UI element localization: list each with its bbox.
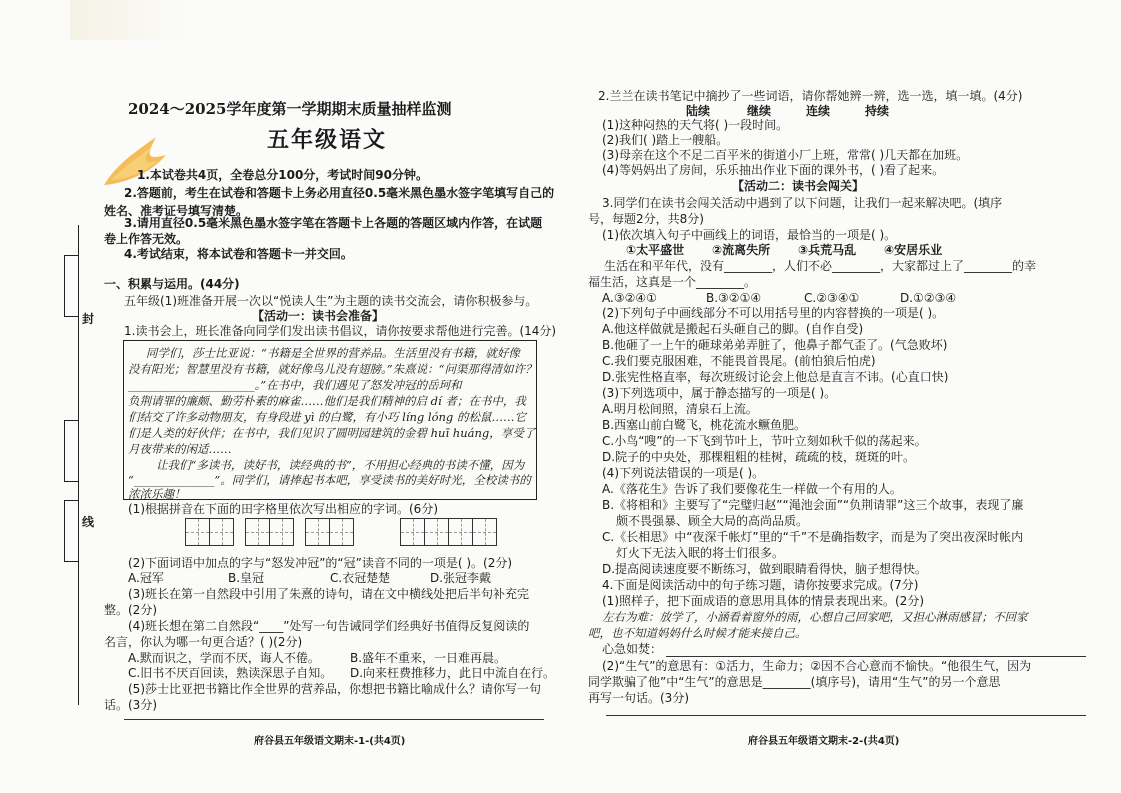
right-page [566,0,1121,793]
q3-2-option-c: C.我们要克服困难，不能畏首畏尾。(前怕狼后怕虎) [602,354,876,368]
q3-4-option-b: B.《将相和》主要写了“完璧归赵”“渑池会面”“负荆请罪”这三个故事，表现了廉 [602,498,1024,512]
passage-line: 月夜带来的闲适…… [128,442,232,456]
q3-4-option-c: C.《长相思》中“夜深千帐灯”里的“千”不是确指数字，而是为了突出夜深时帐内 [602,530,1024,544]
q3-1-sentence: 生活在和平年代，没有________，人们不必________，大家都过上了________的幸 [604,259,1037,273]
q2-stem: 2.兰兰在读书笔记中摘抄了一些词语，请你帮她辨一辨，选一选，填一填。(4分) [598,89,1023,103]
footer-rule [124,719,544,720]
binding-bracket [64,420,79,482]
passage-line: ______________________。”在书中，我们遇见了怒发冲冠的岳珂和 [128,378,462,392]
q3-stem-b: 号，每题2分，共8分) [588,212,704,226]
q4-1: (1)照样子，把下面成语的意思用具体的情景表现出来。(2分) [602,594,924,608]
q3-3-option-c: C.小鸟“嗖”的一下飞到节叶上，节叶立刻如秋千似的荡起来。 [602,434,927,448]
q4-1-example-b: 吧，也不知道妈妈什么时候才能来接自己。 [588,626,807,640]
q1-4-option-c: C.旧书不厌百回读，熟读深思子自知。 [128,666,333,680]
q2-word: 继续 [747,104,772,118]
left-page [0,0,560,793]
q2-4: (4)等妈妈出了房间，乐乐抽出作业下面的课外书，( )看了起来。 [602,163,945,177]
q3-3-option-a: A.明月松间照，清泉石上流。 [602,402,758,416]
q3-1-word: ②流离失所 [712,243,771,257]
q3-3: (3)下列选项中，属于静态描写的一项是( )。 [602,386,837,400]
activity2-title: 【活动二：读书会闯关】 [732,179,865,193]
q2-3: (3)母亲在这个不足二百平米的街道小厂上班，常常( )几天都在加班。 [602,148,969,162]
note-2: 2.答题前，考生在试卷和答题卡上务必用直径0.5毫米黑色墨水签字笔填写自己的 [124,186,555,200]
section1-title: 一、积累与运用。(44分) [104,277,240,291]
q4-1-example: 左右为难：放学了，小涵看着窗外的雨，心想自己回家吧，又担心淋雨感冒；不回家 [602,610,1028,624]
q1-2-option-d: D.张冠李戴 [430,571,492,585]
q3-4-option-d: D.提高阅读速度要不断练习，做到眼睛看得快，脑子想得快。 [602,562,928,576]
q3-3-option-d: D.院子的中央处，那棵粗粗的桂树，疏疏的枝，斑斑的叶。 [602,450,916,464]
q3-stem: 3.同学们在读书会闯关活动中遇到了以下问题，让我们一起来解决吧。(填序 [602,196,1003,210]
q4-2: (2)“生气”的意思有：①活力，生命力；②因不合心意而不愉快。“他很生气，因为 [602,659,1032,673]
passage-line: 让我们“多读书，读好书，读经典的书”，不用担心经典的书读不懂，因为 [156,458,525,472]
q1-stem: 1.读书会上，班长准备向同学们发出读书倡议，请你按要求帮他进行完善。(14分) [124,324,557,338]
footer-right: 府谷县五年级语文期末-2-(共4页) [748,736,900,747]
q3-1-word: ④安居乐业 [884,243,943,257]
q1-4b: 名言，你认为哪一句更合适？( )(2分) [104,635,303,649]
q4-2-b: 同学欺骗了他”中“生气”的意思是________(填序号)，请用“生气”的另一个意思 [588,675,1001,689]
q1-4-option-a: A.默而识之，学而不厌，诲人不倦。 [128,651,320,665]
q4-1-task: 心急如焚： [602,642,663,656]
q1-1: (1)根据拼音在下面的田字格里依次写出相应的字词。(6分) [128,502,438,516]
header-title: 2024～2025学年度第一学期期末质量抽样监测 [128,100,452,118]
q3-1: (1)依次填入句子中画线上的词语，最恰当的一项是( )。 [602,228,897,242]
q1-2-option-c: C.衣冠楚楚 [330,571,391,585]
q3-1-word: ③兵荒马乱 [798,243,857,257]
q1-4-option-d: D.向来枉费推移力，此日中流自在行。 [350,666,556,680]
footer-rule [606,715,1086,716]
activity1-title: 【活动一：读书会准备】 [252,309,385,323]
q2-word: 持续 [865,104,890,118]
q3-2: (2)下列句子中画线部分不可以用括号里的内容替换的一项是( )。 [602,306,945,320]
q4-2-c: 再写一句话。(3分) [588,691,689,705]
q3-1-option-d: D.①②③④ [900,291,957,305]
q1-2-option-a: A.冠军 [128,571,164,585]
note-3: 3.请用直径0.5毫米黑色墨水签字笔在答题卡上各题的答题区域内作答，在试题 [124,216,543,230]
q1-2: (2)下面词语中加点的字与“怒发冲冠”的“冠”读音不同的一项是( )。(2分) [128,556,513,570]
q3-2-option-d: D.张宪性格直率，每次班级讨论会上他总是直言不讳。(心直口快) [602,370,949,384]
q3-1-option-a: A.③②④① [602,291,657,305]
q3-4-option-c-cont: 灯火下无法入眠的将士们很多。 [616,546,785,560]
q1-2-option-b: B.皇冠 [228,571,265,585]
binding-bracket [64,500,79,562]
passage-line: “______________”。同学们，请捧起书本吧，享受读书的美好时光，全校读书的 [128,473,531,487]
q2-2: (2)我们( )踏上一艘船。 [602,133,729,147]
q3-1-word: ①太平盛世 [626,243,685,257]
q2-word: 陆续 [686,104,711,118]
q3-1-sentence-b: 福生活，这真是一个________。 [588,275,757,289]
q3-4: (4)下列说法错误的一项是( )。 [602,466,765,480]
subject-title: 五年级语文 [267,127,388,153]
note-3b: 卷上作答无效。 [104,232,189,246]
q3-4-option-b-cont: 颇不畏强暴、顾全大局的高尚品质。 [616,514,809,528]
q4-stem: 4.下面是阅读活动中的句子练习题，请你按要求完成。(7分) [602,578,919,592]
q3-1-option-b: B.③②①④ [706,291,762,305]
passage-line: 浓浓乐趣！ [128,487,186,501]
note-2b: 姓名、准考证号填写清楚。 [104,204,249,218]
note-4: 4.考试结束，将本试卷和答题卡一并交回。 [124,247,353,261]
q3-1-option-c: C.②③④① [804,291,860,305]
passage-line: 们是人类的好伙伴；在书中，我们见识了圆明园建筑的金碧 huī huáng，享受了 [128,426,536,440]
q1-5b: 话。(3分) [104,698,157,712]
passage-line: 负荆请罪的廉颇、勤劳朴素的麻雀……他们是我们精神的启 dí 者；在书中，我 [128,394,526,408]
margin-label-seal: 封 [82,312,95,326]
q1-5: (5)莎士比亚把书籍比作全世界的营养品，你想把书籍比喻成什么？请你写一句 [128,682,542,696]
q2-1: (1)这种闷热的天气将( )一段时间。 [602,118,789,132]
intro-text: 五年级(1)班准备开展一次以“悦读人生”为主题的读书交流会，请你积极参与。 [124,294,538,308]
answer-line[interactable] [666,656,1086,657]
margin-label-line: 线 [82,515,95,529]
q3-3-option-b: B.西塞山前白鹭飞，桃花流水鳜鱼肥。 [602,418,807,432]
q1-4-option-b: B.盛年不重来，一日难再晨。 [350,651,507,665]
q3-2-option-a: A.他这样做就是搬起石头砸自己的脚。(自作自受) [602,322,864,336]
passage-line: 们结交了许多动物朋友，有身段进 yì 的白鹭，有小巧 líng lóng 的松鼠……它 [128,410,526,424]
note-1: 1.本试卷共4页，全卷总分100分，考试时间90分钟。 [137,168,429,182]
flame-logo-icon [96,125,176,195]
binding-bracket [64,255,79,317]
q1-4: (4)班长想在第二自然段“____”处写一句告诫同学们经典好书值得反复阅读的 [128,619,530,633]
passage-line: 同学们，莎士比亚说：“书籍是全世界的营养品。生活里没有书籍，就好像 [146,346,520,360]
q2-word: 连续 [806,104,831,118]
footer-left: 府谷县五年级语文期末-1-(共4页) [254,736,406,747]
q1-3: (3)班长在第一自然段中引用了朱熹的诗句，请在文中横线处把后半句补充完 [128,587,530,601]
passage-line: 没有阳光；智慧里没有书籍，就好像鸟儿没有翅膀。”朱熹说：“问渠那得清如许？ [128,362,537,376]
q1-3b: 整。(2分) [104,603,157,617]
q3-4-option-a: A.《落花生》告诉了我们要像花生一样做一个有用的人。 [602,482,902,496]
q3-2-option-b: B.他砸了一上午的砸球弟弟弄脏了，他鼻子都气歪了。(气急败坏) [602,338,948,352]
